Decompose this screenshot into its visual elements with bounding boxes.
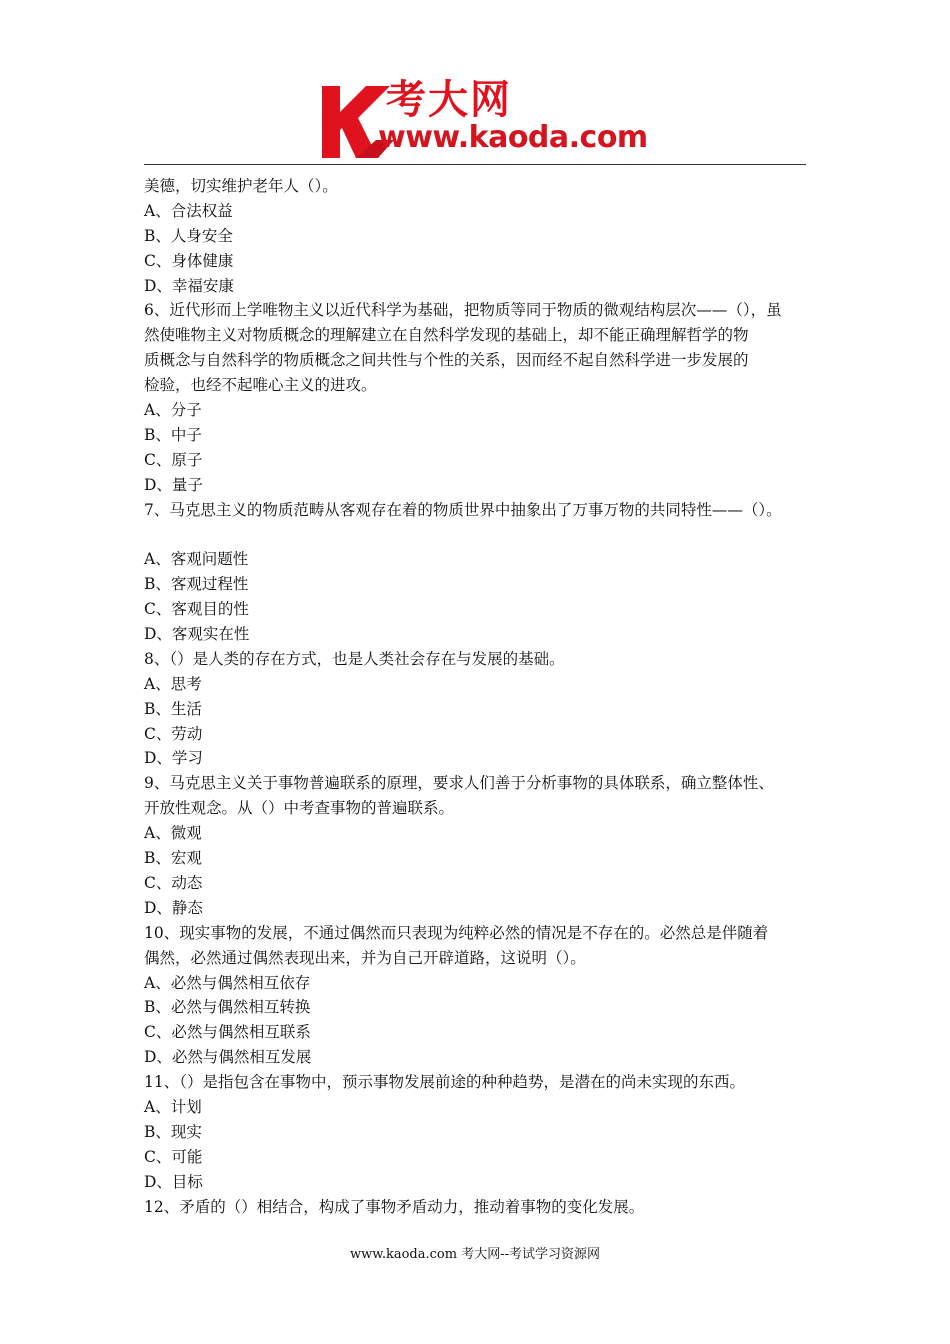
question-line: 8、（）是人类的存在方式，也是人类社会存在与发展的基础。 — [144, 649, 565, 668]
kaoda-logo — [316, 78, 646, 160]
option-line: A、微观 — [144, 824, 202, 843]
option-line: D、幸福安康 — [144, 276, 234, 295]
question-line: 7、马克思主义的物质范畴从客观存在着的物质世界中抽象出了万事万物的共同特性——（）。 — [144, 500, 782, 519]
option-line: D、必然与偶然相互发展 — [144, 1048, 312, 1067]
option-line: A、合法权益 — [144, 201, 233, 220]
option-line: C、客观目的性 — [144, 600, 249, 619]
question-line: 6、近代形而上学唯物主义以近代科学为基础，把物质等同于物质的微观结构层次——（），虽 — [144, 301, 782, 320]
text-line: 美德，切实维护老年人（）。 — [144, 177, 338, 195]
option-line: B、现实 — [144, 1122, 202, 1141]
question-line: 11、（）是指包含在事物中，预示事物发展前途的种种趋势，是潜在的尚未实现的东西。 — [144, 1073, 745, 1092]
option-line: C、动态 — [144, 873, 203, 892]
logo-title: 考大网 — [386, 77, 512, 123]
question-line: 偶然，必然通过偶然表现出来，并为自己开辟道路，这说明（）。 — [144, 948, 586, 967]
blank-line — [144, 522, 816, 547]
option-line: C、必然与偶然相互联系 — [144, 1023, 311, 1042]
page-footer: www.kaoda.com 考大网--考试学习资源网 — [350, 1247, 600, 1262]
option-line: D、静态 — [144, 898, 203, 917]
option-line: D、客观实在性 — [144, 625, 250, 644]
question-line: 10、现实事物的发展，不通过偶然而只表现为纯粹必然的情况是不存在的。必然总是伴随着 — [144, 923, 769, 942]
option-line: A、客观问题性 — [144, 550, 249, 569]
option-line: C、身体健康 — [144, 251, 234, 270]
option-line: B、宏观 — [144, 849, 202, 868]
question-line: 质概念与自然科学的物质概念之间共性与个性的关系，因而经不起自然科学进一步发展的 — [144, 351, 749, 370]
option-line: A、必然与偶然相互依存 — [144, 973, 311, 992]
option-line: D、学习 — [144, 749, 203, 768]
option-line: A、思考 — [144, 674, 202, 693]
question-line: 开放性观念。从（）中考查事物的普遍联系。 — [144, 799, 455, 818]
question-line: 然使唯物主义对物质概念的理解建立在自然科学发现的基础上，却不能正确理解哲学的物 — [144, 326, 749, 345]
option-line: A、计划 — [144, 1097, 202, 1116]
logo-url: www.kaoda.com — [378, 120, 648, 155]
option-line: B、生活 — [144, 699, 202, 718]
question-line: 12、矛盾的（）相结合，构成了事物矛盾动力，推动着事物的变化发展。 — [144, 1197, 645, 1216]
option-line: D、量子 — [144, 475, 203, 494]
option-line: B、必然与偶然相互转换 — [144, 998, 311, 1017]
option-line: C、劳动 — [144, 724, 203, 743]
document-body — [144, 174, 816, 1219]
option-line: C、可能 — [144, 1147, 203, 1166]
question-line: 检验，也经不起唯心主义的进攻。 — [144, 376, 377, 395]
option-line: D、目标 — [144, 1172, 203, 1191]
question-line: 9、马克思主义关于事物普遍联系的原理，要求人们善于分析事物的具体联系，确立整体性、 — [144, 774, 774, 793]
option-line: A、分子 — [144, 401, 202, 420]
option-line: B、中子 — [144, 425, 202, 444]
option-line: B、客观过程性 — [144, 575, 249, 594]
option-line: B、人身安全 — [144, 226, 233, 245]
header-rule — [144, 164, 806, 165]
option-line: C、原子 — [144, 450, 203, 469]
page-header — [0, 0, 950, 170]
